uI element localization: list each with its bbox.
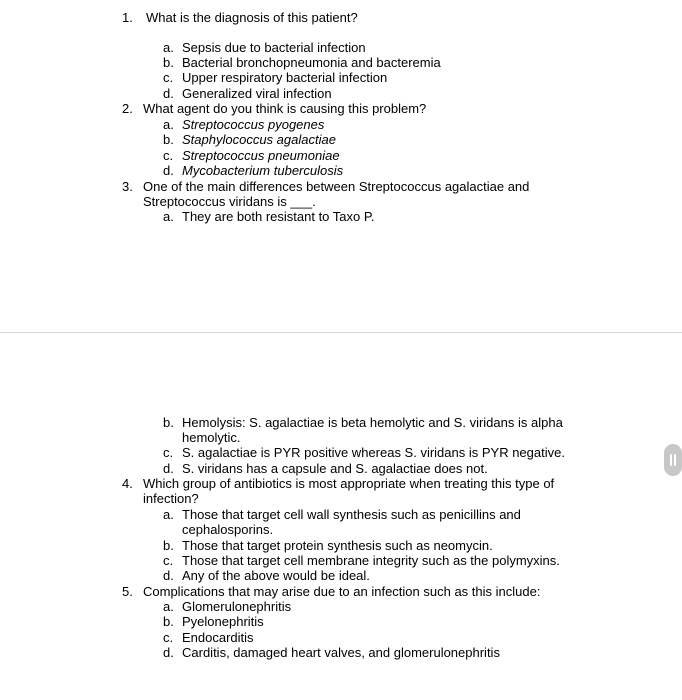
option-letter: d.	[163, 461, 174, 476]
page-divider	[0, 332, 682, 333]
option-letter: d.	[163, 86, 174, 101]
option-text: Any of the above would be ideal.	[182, 568, 370, 583]
option-letter: c.	[163, 553, 174, 568]
option-text: S. viridans has a capsule and S. agalactiae does not.	[182, 461, 488, 476]
option-text: Sepsis due to bacterial infection	[182, 40, 366, 55]
option-letter: a.	[163, 599, 174, 614]
question-text: What is the diagnosis of this patient?	[146, 10, 358, 25]
option-letter: b.	[163, 538, 174, 553]
question-text: Which group of antibiotics is most appropriate when treating this type of	[143, 476, 555, 491]
option-text: Those that target cell membrane integrity such as the polymyxins.	[182, 553, 560, 568]
option-text: Those that target protein synthesis such as neomycin.	[182, 538, 493, 553]
question-number: 3.	[122, 179, 133, 194]
question-number: 4.	[122, 476, 133, 491]
option-text: They are both resistant to Taxo P.	[182, 209, 375, 224]
option-text: Pyelonephritis	[182, 614, 264, 629]
option-letter: b.	[163, 55, 174, 70]
question-text: infection?	[143, 491, 199, 506]
grip-line-icon	[674, 454, 676, 466]
option-letter: c.	[163, 148, 174, 163]
question-text: Streptococcus viridans is ___.	[143, 194, 316, 209]
option-letter: b.	[163, 132, 174, 147]
scroll-handle[interactable]	[664, 444, 682, 476]
option-letter: b.	[163, 415, 174, 430]
option-text: S. agalactiae is PYR positive whereas S. viridans is PYR negative.	[182, 445, 565, 460]
option-letter: c.	[163, 445, 174, 460]
option-text: Hemolysis: S. agalactiae is beta hemolytic and S. viridans is alpha	[182, 415, 563, 430]
option-text: Carditis, damaged heart valves, and glomerulonephritis	[182, 645, 500, 660]
option-text: Mycobacterium tuberculosis	[182, 163, 344, 178]
question-text: Complications that may arise due to an infection such as this include:	[143, 584, 541, 599]
option-letter: a.	[163, 40, 174, 55]
option-letter: a.	[163, 507, 174, 522]
option-letter: c.	[163, 70, 174, 85]
option-letter: d.	[163, 568, 174, 583]
question-number: 5.	[122, 584, 133, 599]
question-text: One of the main differences between Streptococcus agalactiae and	[143, 179, 530, 194]
option-text: cephalosporins.	[182, 522, 274, 537]
option-text: Glomerulonephritis	[182, 599, 292, 614]
option-letter: c.	[163, 630, 174, 645]
option-letter: a.	[163, 209, 174, 224]
question-number: 2.	[122, 101, 133, 116]
option-text: Endocarditis	[182, 630, 254, 645]
question-number: 1.	[122, 10, 133, 25]
option-text: Those that target cell wall synthesis such as penicillins and	[182, 507, 521, 522]
option-text: Streptococcus pneumoniae	[182, 148, 340, 163]
grip-line-icon	[670, 454, 672, 466]
option-letter: d.	[163, 163, 174, 178]
option-letter: b.	[163, 614, 174, 629]
option-text: hemolytic.	[182, 430, 241, 445]
option-letter: d.	[163, 645, 174, 660]
option-text: Generalized viral infection	[182, 86, 332, 101]
option-letter: a.	[163, 117, 174, 132]
option-text: Upper respiratory bacterial infection	[182, 70, 388, 85]
question-text: What agent do you think is causing this problem?	[143, 101, 427, 116]
option-text: Staphylococcus agalactiae	[182, 132, 336, 147]
option-text: Bacterial bronchopneumonia and bacteremia	[182, 55, 441, 70]
option-text: Streptococcus pyogenes	[182, 117, 325, 132]
